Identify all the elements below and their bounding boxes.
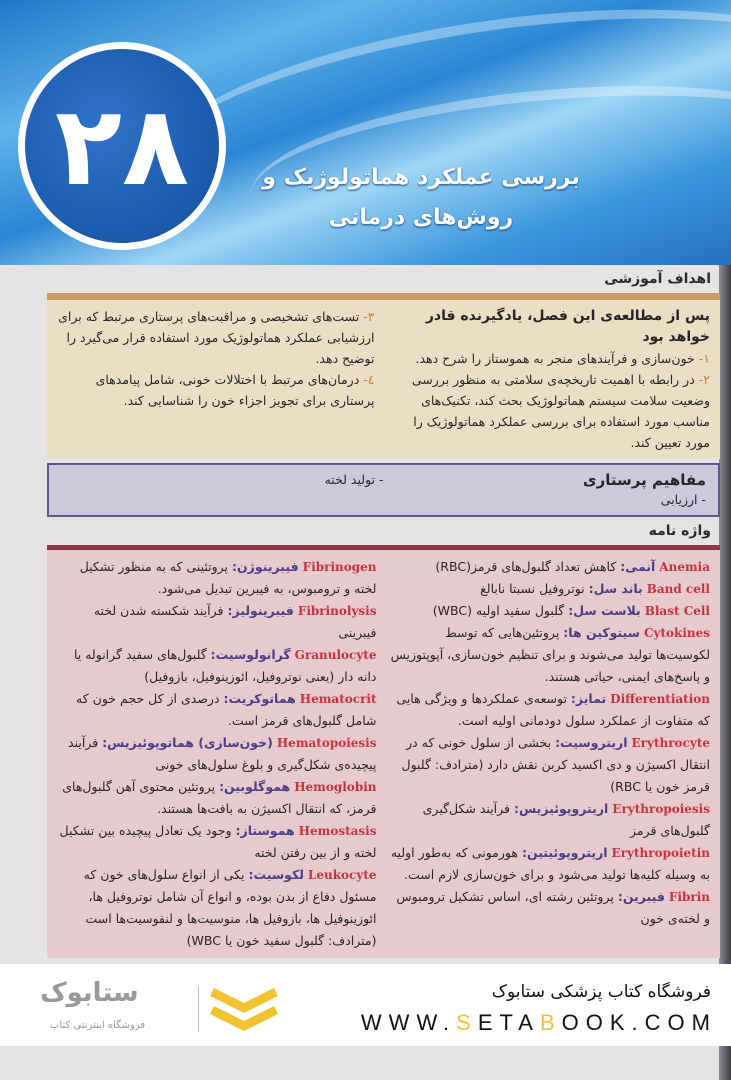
objectives-box [47, 293, 720, 459]
term-definition: پروتئین رشته ای، اساس تشکیل ترومبوس و لخته‌ی خون [396, 889, 710, 926]
objective-item: ۳- تست‌های تشخیصی و مراقبت‌های پرستاری مرتبط که برای ارزشیابی عملکرد هماتولوژیک مورد استفاده قرار می‌گیرد را توضیح دهد. [58, 309, 375, 366]
setabook-logo-icon [208, 986, 280, 1036]
chapter-number-badge [18, 42, 226, 250]
term-definition: فرآیند پیچیده‌ی شکل‌گیری و بلوغ سلول‌های خونی [68, 735, 377, 772]
term-definition: فرآیند شکل‌گیری گلبول‌های قرمز [422, 801, 710, 838]
store-url[interactable]: WWW.SETABOOK.COM [360, 1010, 717, 1035]
term-definition: گلبول‌های سفید گرانوله یا دانه دار (یعنی نوتروفیل، ائوزینوفیل، بازوفیل) [73, 647, 377, 684]
term-definition: گلبول سفید اولیه (WBC) [432, 603, 565, 618]
chapter-header-banner [0, 0, 731, 265]
term-english: Hemostasis [298, 824, 377, 838]
term-definition: کاهش تعداد گلبول‌های قرمز(RBC) [435, 559, 617, 574]
glossary-entry [391, 842, 711, 886]
term-definition: یکی از انواع سلول‌های خون که مسئول دفاع از بدن بوده، و انواع آن شامل نوتروفیل ها، ائوزینوفیل ها، بازوفیل ها، منوسیت‌ها و لنفوسیت‌ها است (مترادف: گلبول سفید خون یا WBC) [83, 867, 377, 948]
term-english: Blast Cell [644, 604, 710, 618]
term-definition: درصدی از کل حجم خون که شامل گلبول‌های قرمز است. [76, 691, 377, 728]
logo-wordmark: ستابوک [40, 978, 139, 1008]
term-persian: بلاست سل: [568, 603, 641, 618]
term-persian: باند سل: [588, 581, 643, 596]
glossary-entry [57, 556, 377, 600]
term-persian: اریتروسیت: [555, 735, 628, 750]
objective-item: ۱- خون‌سازی و فرآیندهای منجر به هموستاز را شرح دهد. [415, 351, 710, 366]
term-english: Hematopoiesis [276, 736, 377, 750]
glossary-entry [391, 622, 711, 688]
term-english: Fibrin [668, 890, 710, 904]
term-english: Erythrocyte [631, 736, 710, 750]
glossary-entry [57, 600, 377, 644]
term-persian: فیبرینولیز: [227, 603, 294, 618]
glossary-column-left [57, 556, 377, 952]
term-english: Erythropoiesis [612, 802, 710, 816]
term-definition: فرآیند شکسته شدن لخته فیبرینی [93, 603, 377, 640]
term-persian: تمایز: [570, 691, 607, 706]
term-persian: فیبرینوژن: [232, 559, 299, 574]
term-persian: فیبرین: [617, 889, 665, 904]
term-definition: بخشی از سلول خونی که در انتقال اکسیژن و دی اکسید کربن نقش دارد (مترادف: گلبول قرمز خون یا RBC) [401, 735, 710, 794]
glossary-box [47, 545, 720, 958]
glossary-entry [391, 798, 711, 842]
term-definition: توسعه‌ی عملکردها و ویژگی هایی که متفاوت از عملکرد سلول دودمانی اولیه است. [396, 691, 710, 728]
glossary-entry [391, 688, 711, 732]
term-persian: هموگلوبین: [219, 779, 291, 794]
term-english: Erythropoietin [611, 846, 710, 860]
term-persian: آنمی: [620, 559, 656, 574]
term-persian: (خون‌سازی) هماتوپوئیزیس: [102, 735, 273, 750]
concept-item: - ارزیابی [660, 492, 706, 507]
term-persian: هماتوکریت: [223, 691, 296, 706]
term-english: Hemoglobin [294, 780, 377, 794]
glossary-column-right [391, 556, 711, 952]
glossary-entry [391, 600, 711, 622]
objective-item: ۲- در رابطه با اهمیت تاریخچه‌ی سلامتی به منظور بررسی وضعیت سلامت سیستم هماتولوژیک بحث کند، تکنیک‌های مناسب مورد استفاده برای بررسی عملکرد هماتولوژیک را مورد تعیین کند. [411, 372, 710, 450]
concepts-heading: مفاهیم پرستاری [582, 471, 706, 489]
chapter-number: ۲۸ [25, 49, 219, 243]
term-definition: نوتروفیل نسبتا نابالغ [480, 581, 585, 596]
term-english: Cytokines [643, 626, 710, 640]
logo-divider [198, 986, 199, 1032]
glossary-entry [57, 732, 377, 776]
term-definition: پروتئینی که به منظور تشکیل لخته و ترومبوس، به فیبرین تبدیل می‌شود. [79, 559, 377, 596]
term-english: Granulocyte [294, 648, 377, 662]
term-english: Fibrinogen [302, 560, 377, 574]
term-persian: هموستاز: [235, 823, 295, 838]
objectives-lead: پس از مطالعه‌ی این فصل، یادگیرنده قادر خواهد بود [425, 308, 710, 345]
nursing-concepts-box [47, 463, 720, 517]
glossary-entry [57, 776, 377, 820]
glossary-entry [391, 578, 711, 600]
term-english: Leukocyte [307, 868, 377, 882]
term-english: Fibrinolysis [297, 604, 377, 618]
logo-subtitle: فروشگاه اینترنتی کتاب [50, 1020, 146, 1031]
term-english: Differentiation [610, 692, 710, 706]
term-persian: اریتروپوئیتین: [521, 845, 608, 860]
glossary-entry [57, 688, 377, 732]
glossary-entry [391, 556, 711, 578]
chapter-title: بررسی عملکرد هماتولوژیک و روش‌های درمانی [262, 165, 580, 230]
page-content [0, 265, 731, 964]
term-definition: پروتئین‌هایی که توسط لکوسیت‌ها تولید می‌شوند و برای تنظیم خون‌سازی، آپوپتوزیس و پاسخ‌های ایمنی، حیاتی هستند. [390, 625, 710, 684]
glossary-heading: واژه نامه [648, 523, 711, 539]
objectives-heading: اهداف آموزشی [604, 271, 711, 287]
concept-item: - تولید لخته [324, 472, 384, 487]
term-english: Anemia [659, 560, 710, 574]
glossary-entry [391, 732, 711, 798]
objective-item: ٤- درمان‌های مرتبط با اختلالات خونی، شامل پیامدهای پرستاری برای تجویز اجزاء خون را شناسایی کند. [95, 372, 375, 408]
glossary-entry [57, 864, 377, 952]
term-definition: وجود یک تعادل پیچیده بین تشکیل لخته و از بین رفتن لخته [59, 823, 377, 860]
term-persian: سیتوکین ها: [563, 625, 640, 640]
term-persian: لکوسیت: [248, 867, 304, 882]
glossary-entry [57, 820, 377, 864]
term-persian: گرانولوسیت: [210, 647, 291, 662]
term-english: Band cell [646, 582, 710, 596]
glossary-entry [391, 886, 711, 930]
term-persian: اریتروپوئیزیس: [514, 801, 609, 816]
store-name: فروشگاه کتاب پزشکی ستابوک [491, 982, 711, 1002]
glossary-entry [57, 644, 377, 688]
term-definition: پروتئین محتوی آهن گلبول‌های قرمز، که انتقال اکسیژن به بافت‌ها هستند. [62, 779, 377, 816]
footer-banner [0, 964, 731, 1046]
term-english: Hematocrit [299, 692, 377, 706]
term-definition: هورمونی که به‌طور اولیه به وسیله کلیه‌ها تولید می‌شود و برای خون‌سازی لازم است. [390, 845, 710, 882]
